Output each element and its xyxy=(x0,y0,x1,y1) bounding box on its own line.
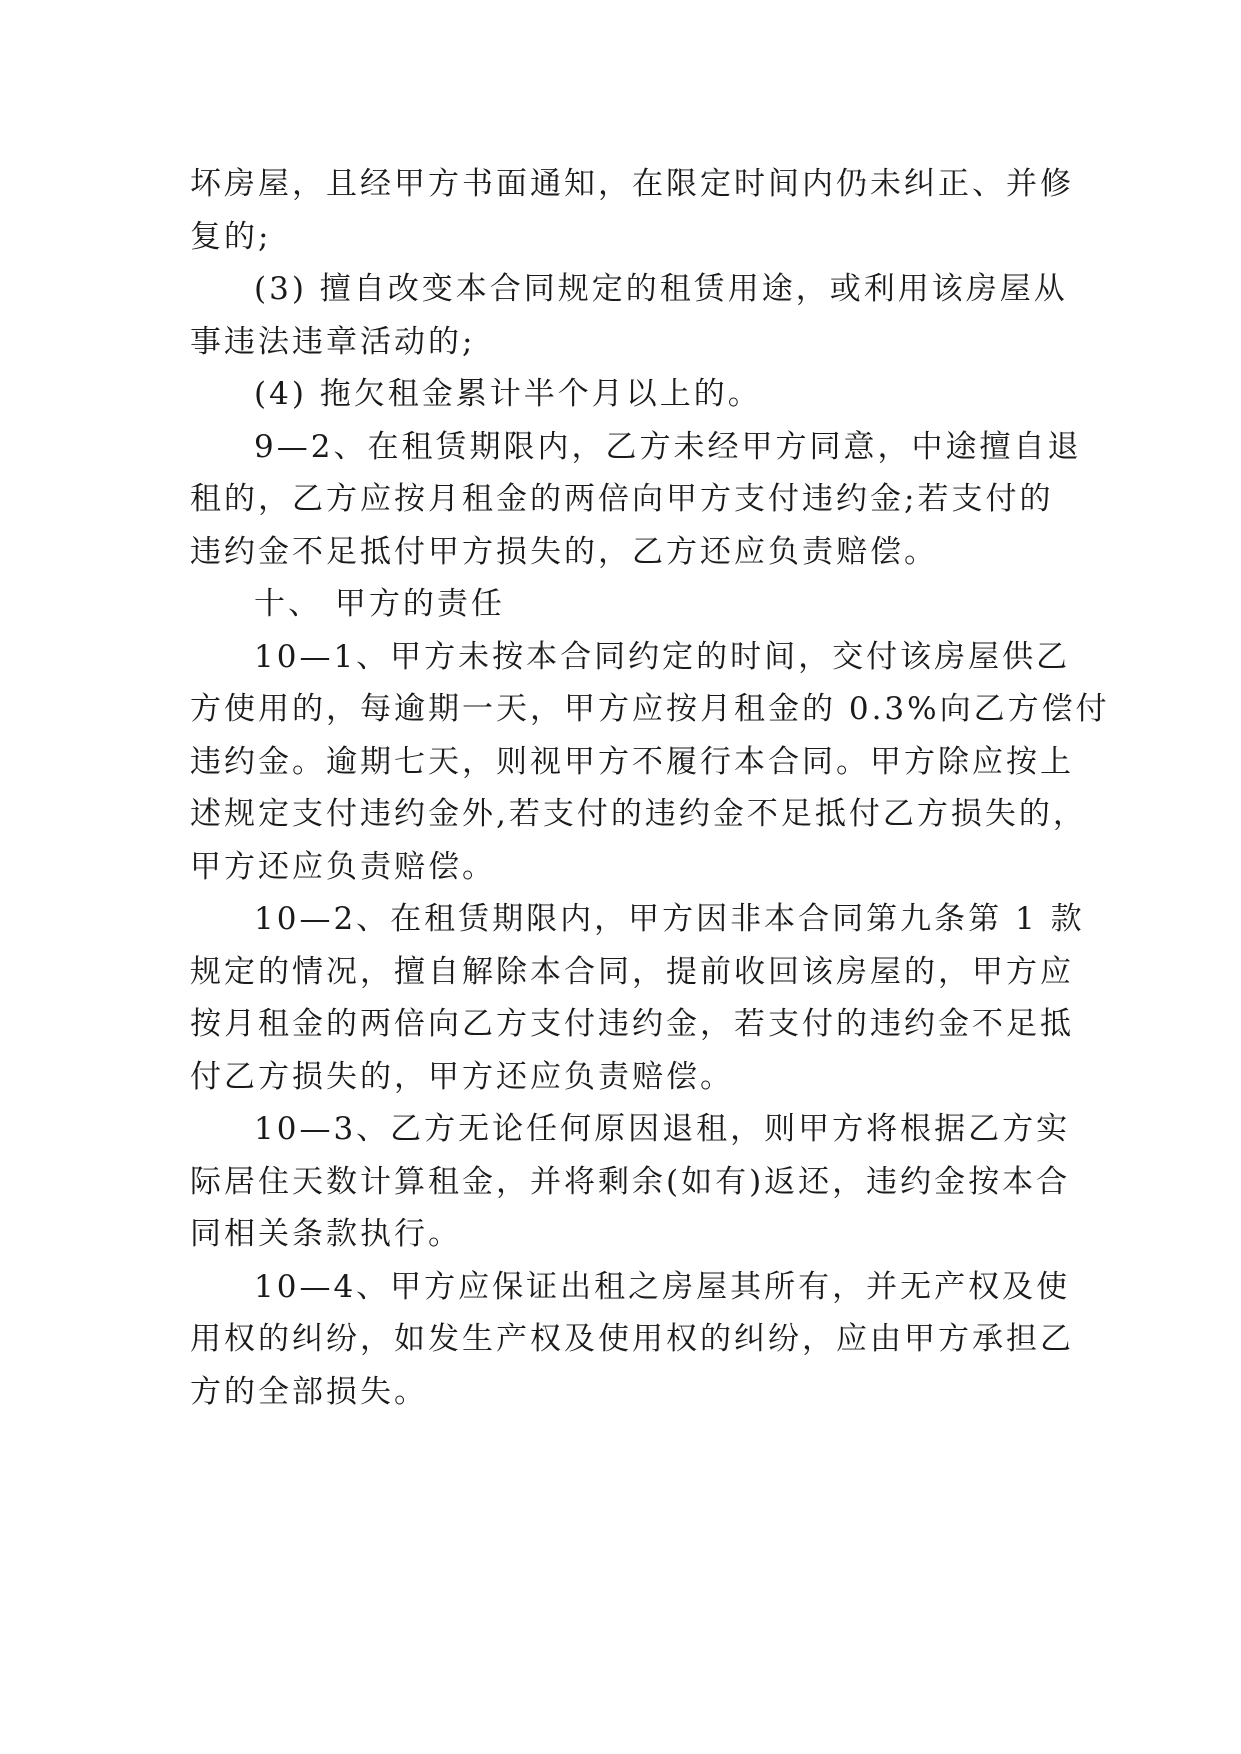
text-line: 10—4、甲方应保证出租之房屋其所有，并无产权及使 xyxy=(254,1268,1071,1305)
text-line: (4) 拖欠租金累计半个月以上的。 xyxy=(254,376,762,412)
text-line: 方使用的，每逾期一天，甲方应按月租金的 0.3%向乙方偿付 xyxy=(190,691,1110,727)
text-line: 际居住天数计算租金，并将剩余(如有)返还，违约金按本合 xyxy=(190,1163,1071,1200)
text-line: 复的; xyxy=(190,218,272,255)
text-line: 甲方还应负责赔偿。 xyxy=(190,848,496,885)
section-heading: 十、 甲方的责任 xyxy=(254,586,505,622)
text-line: 10—2、在租赁期限内，甲方因非本合同第九条第 1 款 xyxy=(254,901,1085,937)
text-line: 违约金不足抵付甲方损失的，乙方还应负责赔偿。 xyxy=(190,533,938,570)
text-line: 按月租金的两倍向乙方支付违约金，若支付的违约金不足抵 xyxy=(190,1006,1074,1042)
text-line: 事违法违章活动的; xyxy=(190,323,476,360)
text-line: 租的，乙方应按月租金的两倍向甲方支付违约金;若支付的 xyxy=(190,481,1054,517)
text-line: 方的全部损失。 xyxy=(190,1373,428,1410)
text-line: 述规定支付违约金外,若支付的违约金不足抵付乙方损失的， xyxy=(190,796,1087,832)
text-line: 违约金。逾期七天，则视甲方不履行本合同。甲方除应按上 xyxy=(190,743,1074,780)
text-line: 10—1、甲方未按本合同约定的时间，交付该房屋供乙 xyxy=(254,638,1071,675)
text-line: (3) 擅自改变本合同规定的租赁用途，或利用该房屋从 xyxy=(254,271,1068,307)
text-line: 规定的情况，擅自解除本合同，提前收回该房屋的，甲方应 xyxy=(190,953,1074,990)
text-line: 用权的纠纷，如发生产权及使用权的纠纷，应由甲方承担乙 xyxy=(190,1321,1074,1357)
text-line: 同相关条款执行。 xyxy=(190,1216,462,1252)
text-line: 坏房屋，且经甲方书面通知，在限定时间内仍未纠正、并修 xyxy=(190,166,1074,202)
text-line: 9—2、在租赁期限内，乙方未经甲方同意，中途擅自退 xyxy=(254,428,1082,465)
document-body xyxy=(190,158,1110,1418)
text-line: 付乙方损失的，甲方还应负责赔偿。 xyxy=(190,1058,734,1095)
text-line: 10—3、乙方无论任何原因退租，则甲方将根据乙方实 xyxy=(254,1111,1071,1147)
